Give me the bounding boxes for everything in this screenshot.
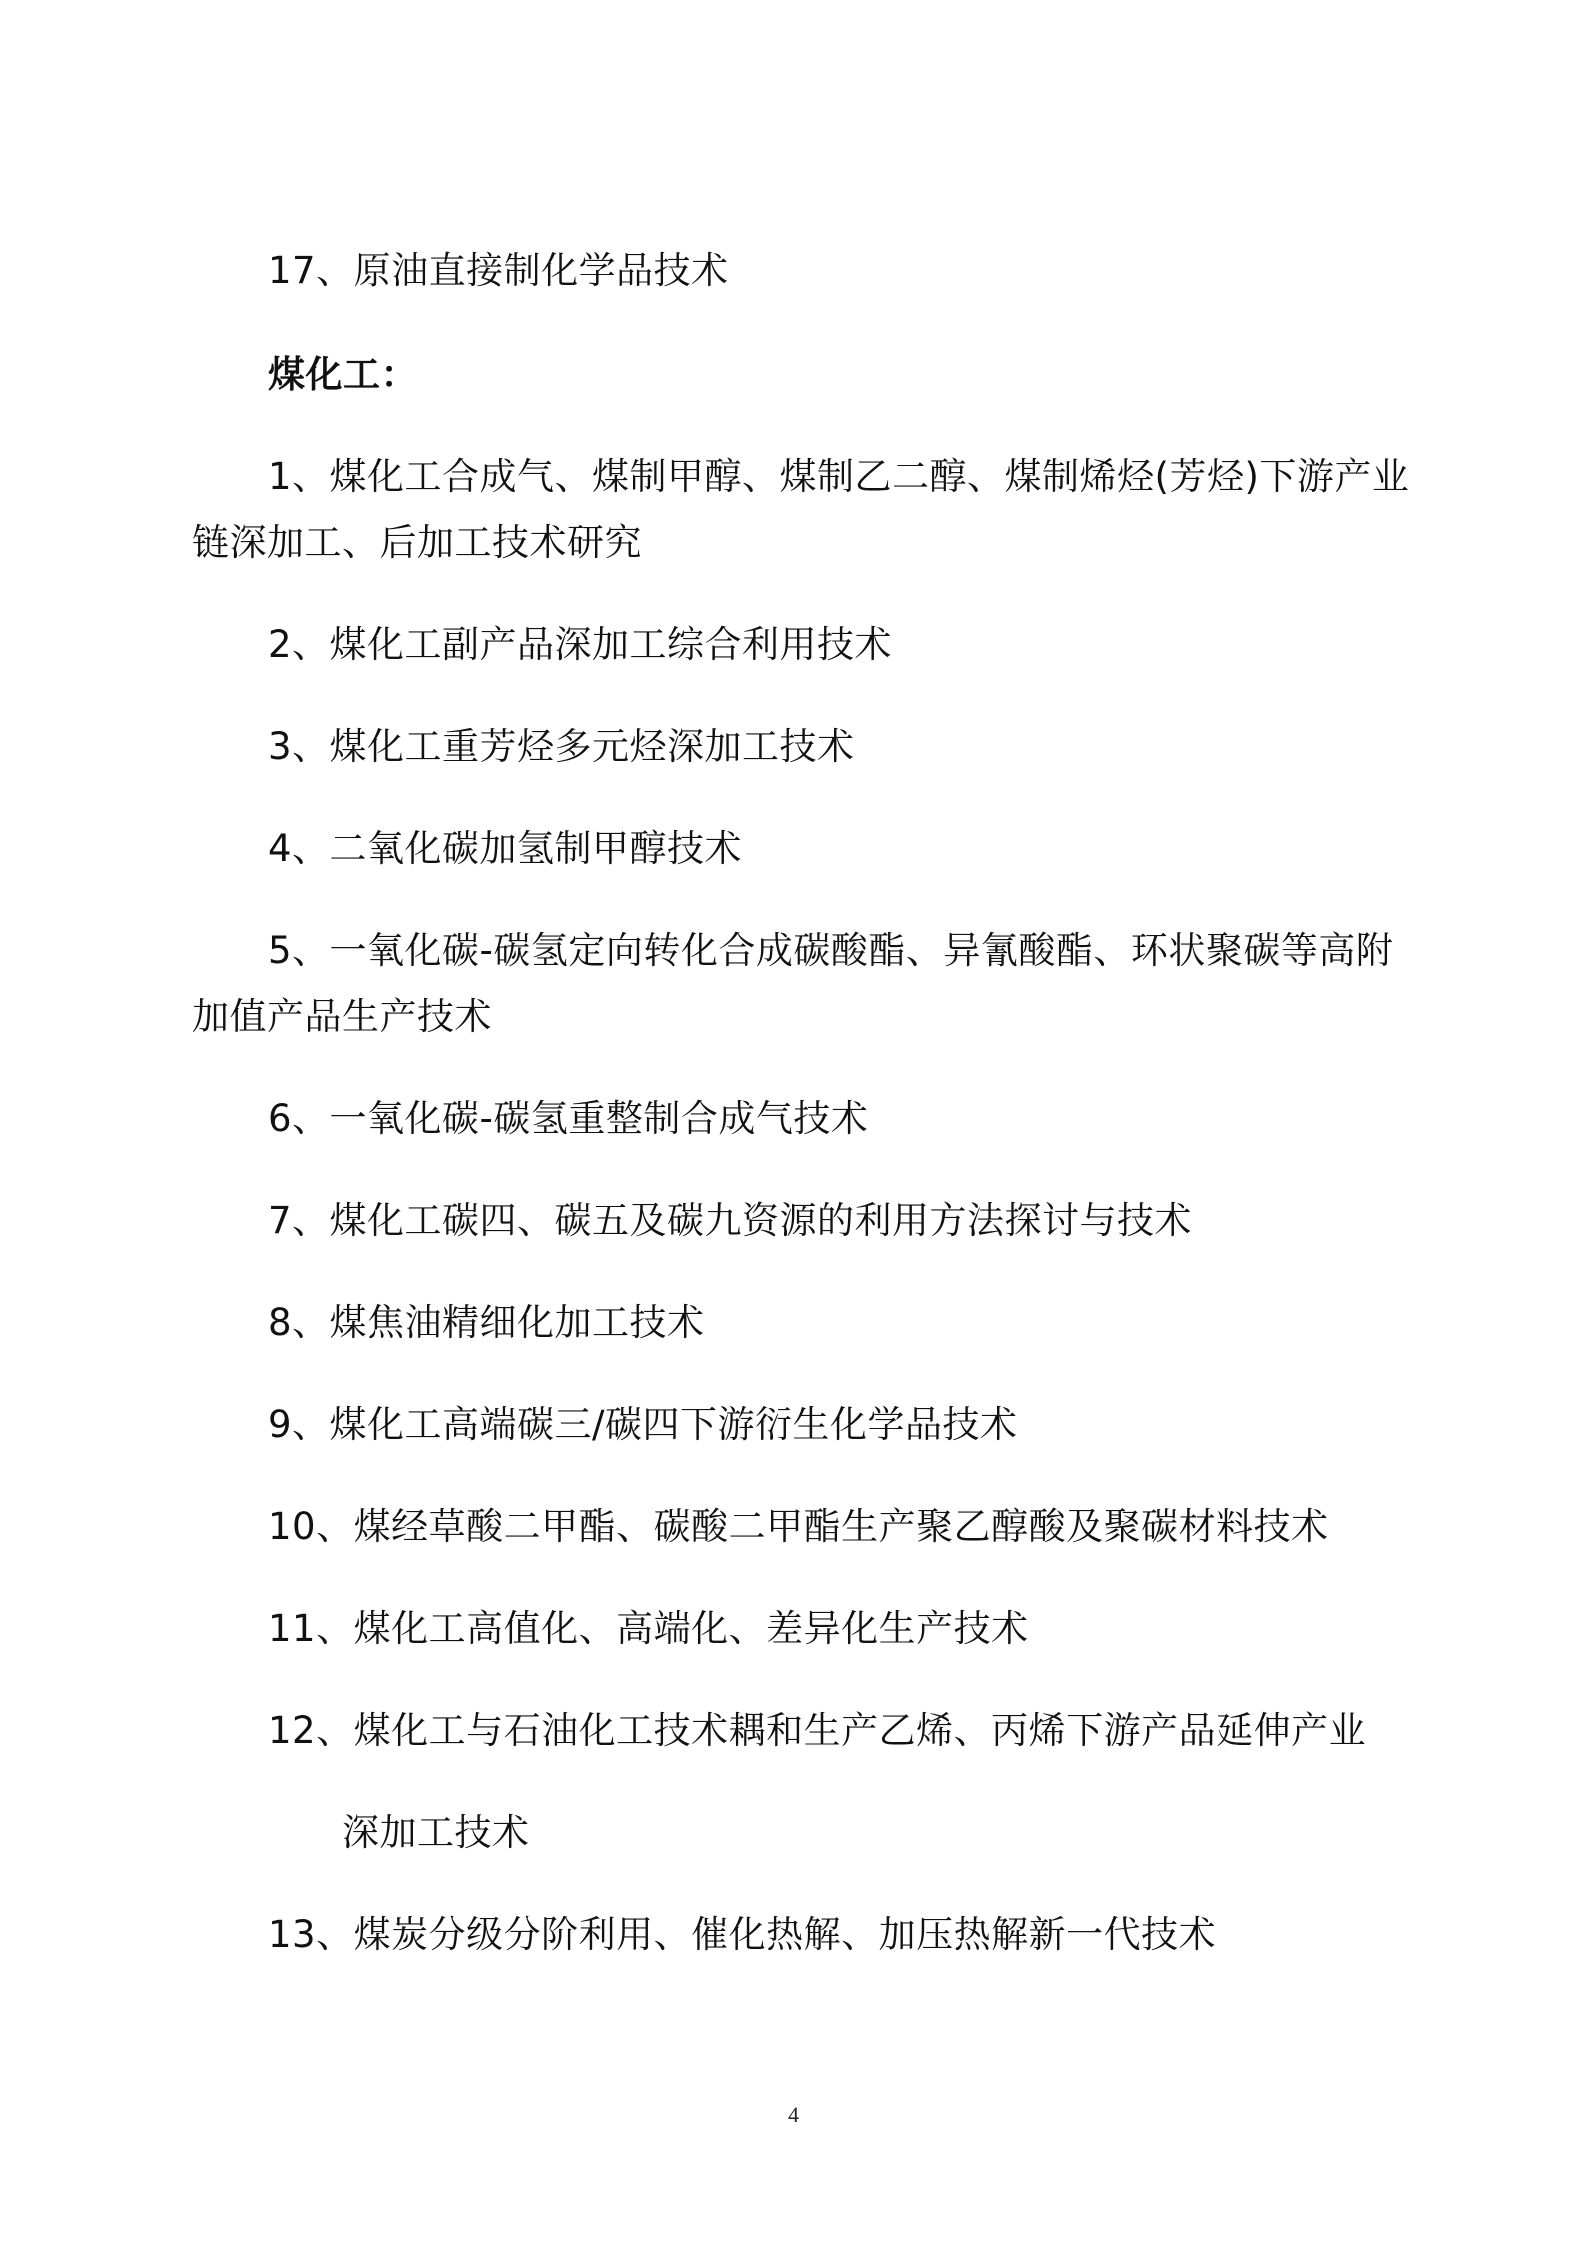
list-item-5-line-1: 5、一氧化碳-碳氢定向转化合成碳酸酯、异氰酸酯、环状聚碳等高附 [268,929,1394,972]
list-item-3: 3、煤化工重芳烃多元烃深加工技术 [268,725,855,768]
list-item-1-line-1: 1、煤化工合成气、煤制甲醇、煤制乙二醇、煤制烯烃(芳烃)下游产业 [268,455,1410,498]
list-item-10: 10、煤经草酸二甲酯、碳酸二甲酯生产聚乙醇酸及聚碳材料技术 [268,1505,1329,1548]
list-item-12-line-2: 深加工技术 [342,1811,530,1854]
list-item-6: 6、一氧化碳-碳氢重整制合成气技术 [268,1097,869,1140]
list-item-12-line-1: 12、煤化工与石油化工技术耦和生产乙烯、丙烯下游产品延伸产业 [268,1709,1367,1752]
section-heading: 煤化工： [268,353,418,396]
list-item-1-line-2: 链深加工、后加工技术研究 [192,521,642,564]
list-item-9: 9、煤化工高端碳三/碳四下游衍生化学品技术 [268,1403,1018,1446]
list-item-17: 17、原油直接制化学品技术 [268,249,729,292]
list-item-2: 2、煤化工副产品深加工综合利用技术 [268,623,893,666]
list-item-4: 4、二氧化碳加氢制甲醇技术 [268,827,743,870]
list-item-5-line-2: 加值产品生产技术 [192,995,492,1038]
list-item-8: 8、煤焦油精细化加工技术 [268,1301,705,1344]
list-item-11: 11、煤化工高值化、高端化、差异化生产技术 [268,1607,1029,1650]
list-item-7: 7、煤化工碳四、碳五及碳九资源的利用方法探讨与技术 [268,1199,1193,1242]
page-number: 4 [788,2102,799,2127]
list-item-13: 13、煤炭分级分阶利用、催化热解、加压热解新一代技术 [268,1913,1217,1956]
